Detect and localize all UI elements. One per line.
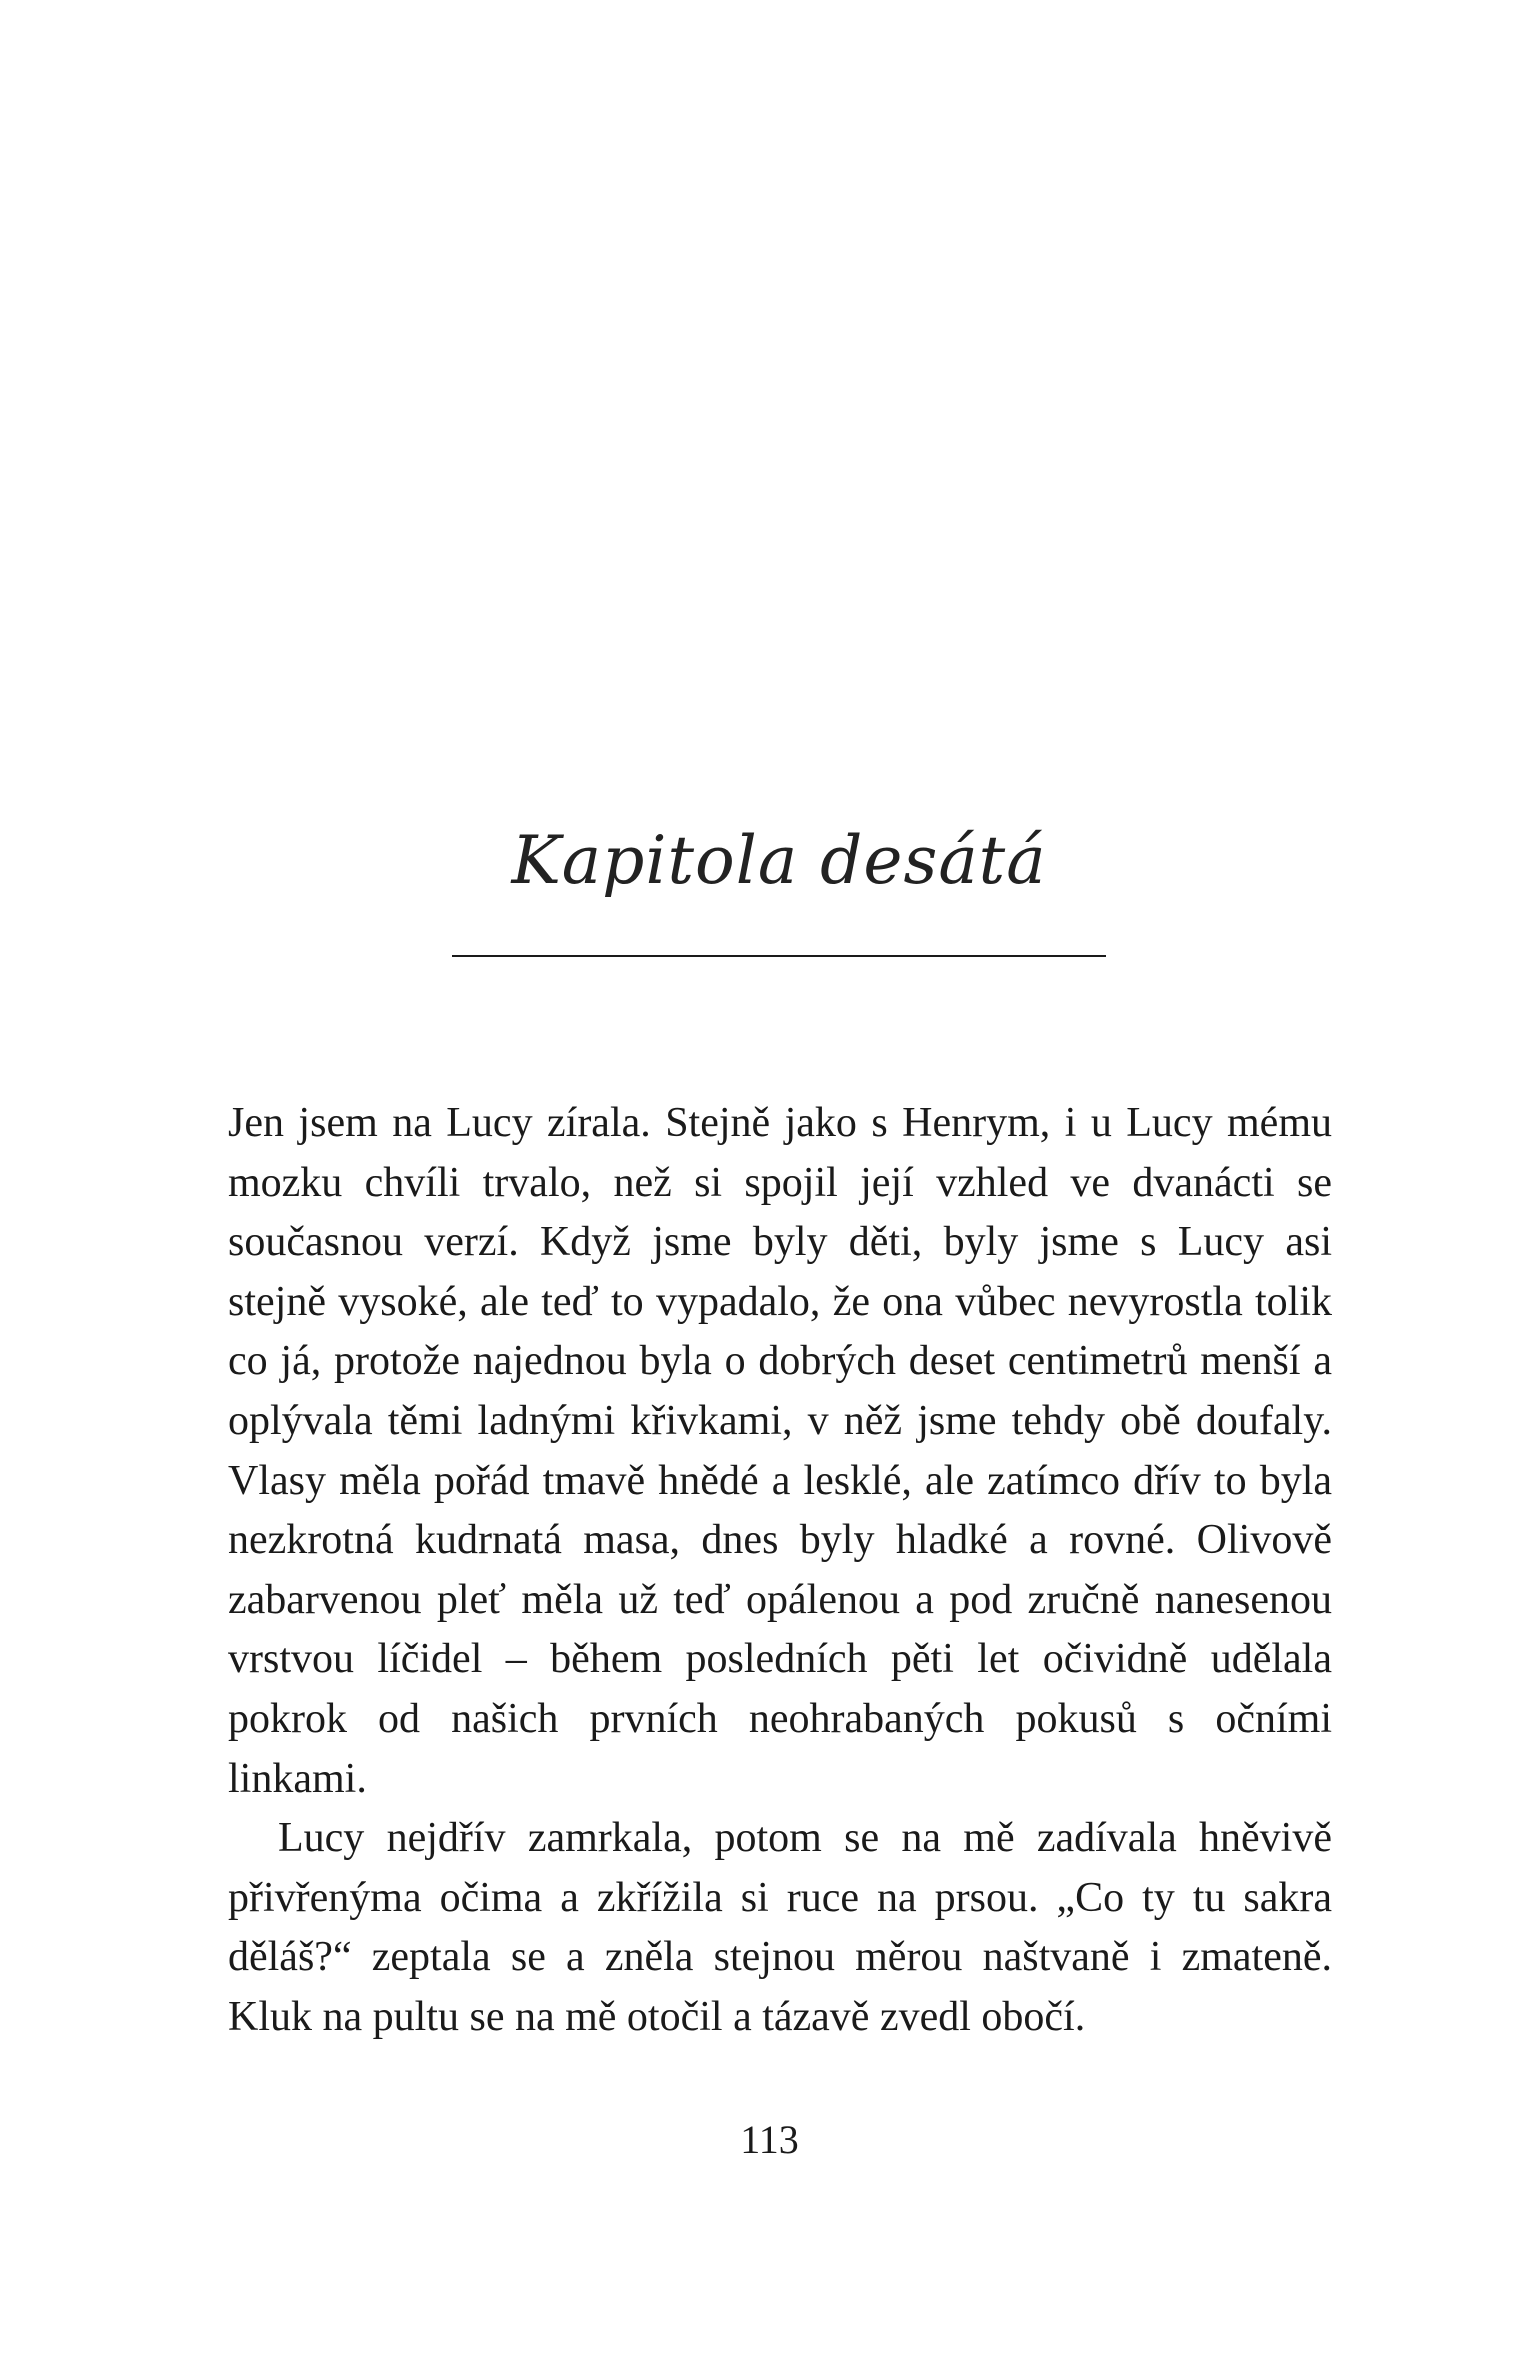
chapter-title: Kapitola desátá — [511, 822, 1047, 899]
body-text — [228, 1094, 1332, 2048]
page-number: 113 — [740, 2117, 799, 2162]
paragraph-2: Lucy nejdřív zamrkala, potom se na mě zadívala hněvivě přivřenýma očima a zkřížila si ruce na prsou. „Co ty tu sakra děláš?“ zeptala se a zněla stejnou měrou naštvaně i zmateně. Kluk na pultu se na mě otočil a tázavě zvedl obočí. — [228, 1815, 1332, 2040]
paragraph-1: Jen jsem na Lucy zírala. Stejně jako s Henrym, i u Lucy mému mozku chvíli trvalo, než si spojil její vzhled ve dvanácti se současnou verzí. Když jsme byly děti, byly jsme s Lucy asi stejně vysoké, ale teď to vypadalo, že ona vůbec nevyrostla tolik co já, protože najednou byla o dobrých deset centimetrů menší a oplývala těmi ladnými křivkami, v něž jsme tehdy obě doufaly. Vlasy měla pořád tmavě hnědé a lesklé, ale zatímco dřív to byla nezkrotná kudrnatá masa, dnes byly hladké a rovné. Olivově zabarvenou pleť měla už teď opálenou a pod zručně nanesenou vrstvou líčidel – během posledních pěti let očividně udělala pokrok od našich prvních neohrabaných pokusů s očními linkami. — [228, 1100, 1332, 1802]
title-divider — [452, 955, 1106, 957]
